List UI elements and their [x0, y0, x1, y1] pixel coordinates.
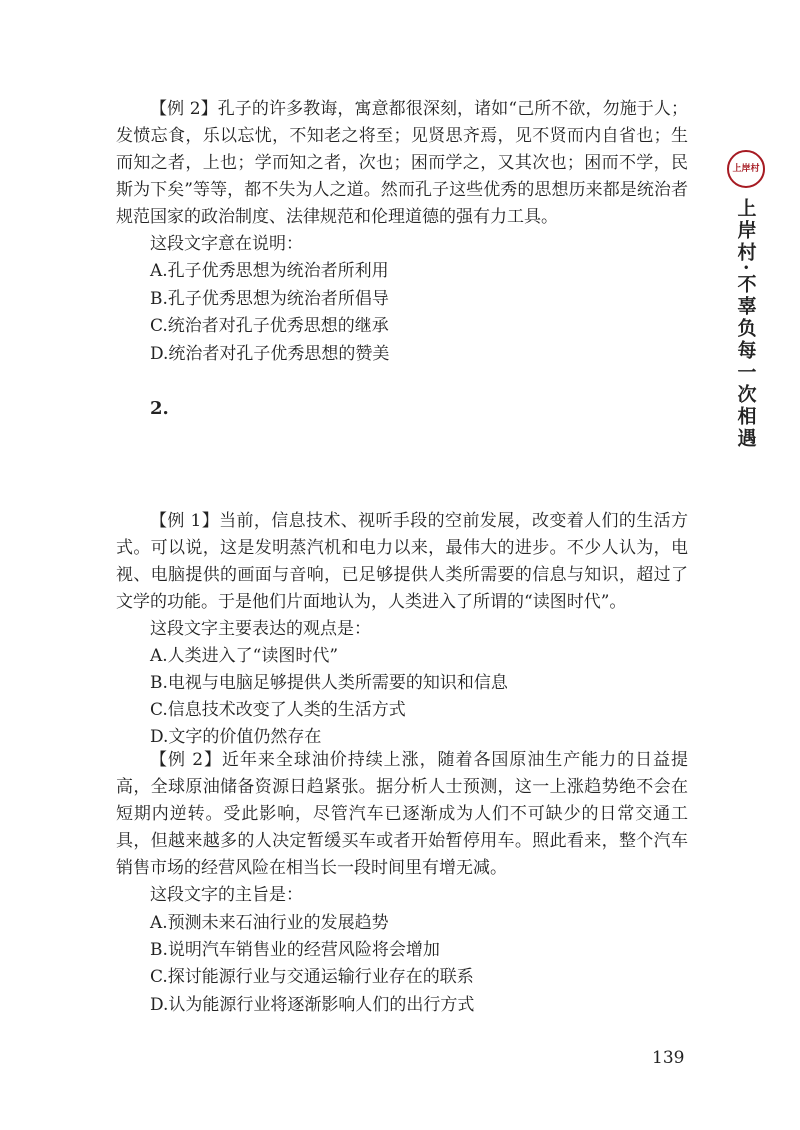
option-d-1: D.统治者对孔子优秀思想的赞美	[150, 344, 390, 364]
page-number: 139	[652, 1048, 685, 1068]
side-slogan: 上岸村·不辜负每一次相遇	[734, 198, 757, 450]
option-c-2: C.信息技术改变了人类的生活方式	[150, 700, 406, 720]
question-stem-3: 这段文字的主旨是：	[150, 885, 303, 905]
option-b-1: B.孔子优秀思想为统治者所倡导	[150, 289, 389, 309]
question-stem-1: 这段文字意在说明：	[150, 234, 303, 254]
option-c-1: C.统治者对孔子优秀思想的继承	[150, 316, 389, 336]
option-d-3: D.认为能源行业将逐渐影响人们的出行方式	[150, 995, 475, 1015]
seal-logo-text: 上岸村	[732, 163, 760, 174]
option-c-3: C.探讨能源行业与交通运输行业存在的联系	[150, 967, 474, 987]
option-a-1: A.孔子优秀思想为统治者所利用	[150, 261, 389, 281]
option-a-2: A.人类进入了“读图时代”	[150, 646, 339, 666]
passage-example-1-reading-era: 【例 1】当前，信息技术、视听手段的空前发展，改变着人们的生活方式。可以说，这是发明蒸汽机和电力以来，最伟大的进步。不少人认为，电视、电脑提供的画面与音响，已足够提供人类所需要的信息与知识，超过了文学的功能。于是他们片面地认为，人类进入了所谓的“读图时代”。	[116, 511, 688, 612]
option-d-2: D.文字的价值仍然存在	[150, 727, 322, 747]
option-a-3: A.预测未来石油行业的发展趋势	[150, 913, 389, 933]
passage-example-2-oil-price: 【例 2】近年来全球油价持续上涨，随着各国原油生产能力的日益提高，全球原油储备资源日趋紧张。据分析人士预测，这一上涨趋势绝不会在短期内逆转。受此影响，尽管汽车已逐渐成为人们不可缺少的日常交通工具，但越来越多的人决定暂缓买车或者开始暂停用车。照此看来，整个汽车销售市场的经营风险在相当长一段时间里有增无减。	[116, 750, 688, 878]
option-b-2: B.电视与电脑足够提供人类所需要的知识和信息	[150, 673, 508, 693]
option-b-3: B.说明汽车销售业的经营风险将会增加	[150, 940, 440, 960]
passage-example-2-confucius: 【例 2】孔子的许多教诲，寓意都很深刻，诸如“己所不欲，勿施于人；发愤忘食，乐以忘忧，不知老之将至；见贤思齐焉，见不贤而内自省也；生而知之者，上也；学而知之者，次也；困而学之，又其次也；困而不学，民斯为下矣”等等，都不失为人之道。然而孔子这些优秀的思想历来都是统治者规范国家的政治制度、法律规范和伦理道德的强有力工具。	[116, 99, 688, 227]
side-brand-strip	[726, 150, 766, 450]
section-number: 2.	[150, 398, 169, 419]
seal-logo	[727, 150, 765, 188]
question-stem-2: 这段文字主要表达的观点是：	[150, 619, 371, 639]
